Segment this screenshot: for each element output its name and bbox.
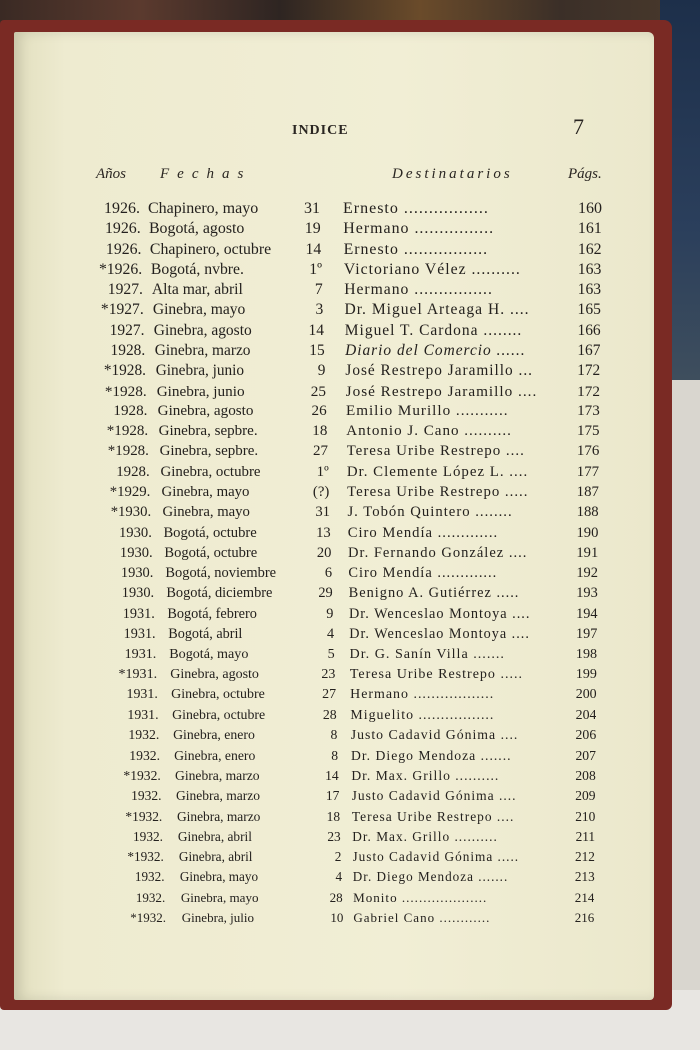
row-date: Ginebra, mayo xyxy=(152,301,246,319)
row-year: 1930. xyxy=(119,544,153,561)
row-year: 1926. xyxy=(105,240,142,258)
row-recipient: Dr. Diego Mendoza ....... xyxy=(352,869,509,885)
row-year: *1932. xyxy=(125,808,163,824)
row-day: 23 xyxy=(327,828,341,844)
index-row xyxy=(0,585,700,603)
row-date: Ginebra, marzo xyxy=(176,788,260,804)
row-page: 213 xyxy=(574,869,595,885)
row-year: 1926. xyxy=(104,220,141,238)
column-header-dates: Fechas xyxy=(160,166,252,182)
row-recipient: Ernesto ................. xyxy=(343,200,489,217)
index-row xyxy=(0,707,700,725)
index-row xyxy=(0,383,700,402)
row-page: 192 xyxy=(576,565,598,582)
row-page: 199 xyxy=(575,666,597,682)
row-recipient: Emilio Murillo ........... xyxy=(345,402,509,419)
index-row xyxy=(0,403,700,422)
row-year: 1931. xyxy=(122,605,155,622)
row-page: 188 xyxy=(576,504,599,521)
row-day: 19 xyxy=(304,220,321,238)
index-row xyxy=(0,504,700,523)
row-date: Bogotá, octubre xyxy=(163,524,257,541)
row-year: 1931. xyxy=(126,686,158,702)
row-recipient: Dr. G. Sanín Villa ....... xyxy=(349,646,505,663)
page-title: INDICE xyxy=(292,123,349,138)
row-date: Bogotá, noviembre xyxy=(165,565,277,582)
row-day: 17 xyxy=(325,788,340,804)
row-day: 4 xyxy=(326,626,335,642)
row-page: 163 xyxy=(577,260,602,278)
index-row xyxy=(0,829,700,846)
index-row xyxy=(0,646,700,664)
index-row xyxy=(0,768,700,786)
row-page: 173 xyxy=(577,402,600,419)
index-row xyxy=(0,748,700,766)
row-recipient: J. Tobón Quintero ........ xyxy=(347,504,513,521)
row-date: Bogotá, mayo xyxy=(169,646,249,663)
row-page: 191 xyxy=(576,544,599,561)
row-date: Ginebra, agosto xyxy=(153,321,252,339)
row-recipient: Dr. Wenceslao Montoya .... xyxy=(349,626,530,642)
row-day: 8 xyxy=(330,727,338,743)
index-row xyxy=(0,220,700,240)
row-year: 1932. xyxy=(133,828,164,844)
row-recipient: Justo Cadavid Gónima ..... xyxy=(352,849,520,865)
row-date: Chapinero, octubre xyxy=(149,240,272,258)
row-page: 194 xyxy=(576,605,598,622)
column-header-recipients: Destinatarios xyxy=(392,166,513,182)
row-day: 15 xyxy=(309,342,325,359)
row-year: *1932. xyxy=(127,849,164,865)
row-recipient: Dr. Wenceslao Montoya .... xyxy=(348,605,531,622)
index-row xyxy=(0,890,700,907)
row-page: 216 xyxy=(574,910,595,925)
row-recipient: Miguel T. Cardona ........ xyxy=(344,321,523,339)
row-year: 1932. xyxy=(135,889,166,905)
row-recipient: Benigno A. Gutiérrez ..... xyxy=(348,585,520,602)
row-date: Ginebra, mayo xyxy=(180,889,259,905)
row-recipient: Victoriano Vélez .......... xyxy=(343,260,521,278)
row-year: 1927. xyxy=(109,321,145,339)
index-row xyxy=(0,626,700,644)
row-recipient: Hermano ................ xyxy=(343,220,495,238)
row-date: Ginebra, agosto xyxy=(170,666,259,682)
row-year: 1931. xyxy=(124,646,157,663)
row-date: Ginebra, julio xyxy=(181,910,255,925)
row-date: Bogotá, febrero xyxy=(167,605,257,622)
row-day: 31 xyxy=(304,200,320,217)
row-year: *1931. xyxy=(118,666,158,682)
row-date: Ginebra, sepbre. xyxy=(158,423,258,440)
row-page: 190 xyxy=(576,524,599,541)
row-page: 212 xyxy=(574,849,595,865)
row-year: *1930. xyxy=(110,504,152,521)
row-date: Ginebra, octubre xyxy=(171,686,265,702)
index-row xyxy=(0,667,700,685)
row-date: Ginebra, marzo xyxy=(154,342,251,359)
row-year: *1932. xyxy=(123,768,161,783)
row-year: 1927. xyxy=(107,281,143,299)
row-year: *1928. xyxy=(104,382,147,400)
row-page: 160 xyxy=(578,200,602,217)
row-year: 1930. xyxy=(120,565,154,582)
row-day: 18 xyxy=(312,423,328,440)
row-year: 1932. xyxy=(131,788,162,804)
row-date: Ginebra, octubre xyxy=(160,463,261,480)
row-page: 172 xyxy=(577,382,600,400)
row-day: 2 xyxy=(334,849,342,865)
row-page: 176 xyxy=(576,443,600,460)
row-day: (?) xyxy=(312,484,330,500)
row-recipient: Dr. Max. Grillo .......... xyxy=(352,828,498,844)
row-year: *1932. xyxy=(130,910,166,925)
row-page: 187 xyxy=(576,484,599,500)
index-row xyxy=(0,687,700,705)
row-day: 9 xyxy=(317,362,326,380)
row-recipient: Ernesto ................. xyxy=(343,240,489,258)
row-recipient: Hermano .................. xyxy=(350,686,495,702)
row-page: 198 xyxy=(575,646,598,663)
row-date: Ginebra, octubre xyxy=(172,707,266,723)
row-year: 1931. xyxy=(123,626,156,642)
row-date: Ginebra, abril xyxy=(178,849,253,865)
row-day: 18 xyxy=(326,808,341,824)
row-page: 165 xyxy=(577,301,601,319)
index-row xyxy=(0,910,700,927)
row-day: 9 xyxy=(326,605,334,622)
row-page: 214 xyxy=(574,889,595,905)
row-page: 161 xyxy=(577,220,602,238)
index-row xyxy=(0,849,700,866)
index-row xyxy=(0,525,700,544)
index-row xyxy=(0,261,700,281)
row-date: Ginebra, mayo xyxy=(161,484,250,500)
row-date: Bogotá, diciembre xyxy=(166,585,273,602)
row-year: *1928. xyxy=(106,423,149,440)
row-page: 162 xyxy=(577,240,602,258)
row-recipient: Dr. Fernando González .... xyxy=(348,544,528,561)
index-row xyxy=(0,241,700,261)
row-date: Bogotá, abril xyxy=(168,626,243,642)
index-row xyxy=(0,322,700,341)
row-day: 14 xyxy=(325,768,339,783)
row-day: 28 xyxy=(329,889,343,905)
row-day: 6 xyxy=(324,565,333,582)
row-date: Ginebra, mayo xyxy=(179,869,259,885)
row-page: 197 xyxy=(576,626,598,642)
row-year: 1932. xyxy=(128,727,160,743)
row-day: 7 xyxy=(314,281,323,299)
row-day: 14 xyxy=(308,321,324,339)
row-year: 1928. xyxy=(110,342,146,359)
column-header-years: Años xyxy=(96,166,126,182)
row-recipient: Monito .................... xyxy=(353,889,488,905)
row-date: Bogotá, octubre xyxy=(164,544,258,561)
row-recipient: José Restrepo Jaramillo ... xyxy=(345,362,533,380)
index-row xyxy=(0,484,700,503)
row-day: 1º xyxy=(309,260,322,278)
row-page: 177 xyxy=(576,463,600,480)
row-page: 209 xyxy=(575,788,596,804)
row-day: 5 xyxy=(327,646,335,663)
row-day: 27 xyxy=(313,443,329,460)
page-number: 7 xyxy=(573,114,584,139)
row-recipient: Dr. Max. Grillo .......... xyxy=(351,768,500,783)
row-recipient: Justo Cadavid Gónima .... xyxy=(351,788,517,804)
row-recipient: Teresa Uribe Restrepo ..... xyxy=(347,484,529,500)
row-day: 31 xyxy=(315,504,331,521)
row-day: 8 xyxy=(331,747,339,763)
row-year: *1927. xyxy=(100,301,144,319)
row-year: 1930. xyxy=(119,524,152,541)
row-page: 210 xyxy=(575,808,596,824)
index-row xyxy=(0,869,700,886)
row-date: Bogotá, nvbre. xyxy=(150,260,244,278)
row-page: 204 xyxy=(575,707,597,723)
row-page: 211 xyxy=(575,828,596,844)
row-date: Ginebra, sepbre. xyxy=(159,443,259,460)
index-row xyxy=(0,443,700,462)
row-page: 175 xyxy=(576,423,600,440)
row-recipient: Dr. Clemente López L. .... xyxy=(346,463,529,480)
row-day: 25 xyxy=(310,382,327,400)
row-year: 1930. xyxy=(121,585,155,602)
index-row xyxy=(0,423,700,442)
row-year: 1928. xyxy=(116,463,150,480)
row-recipient: Teresa Uribe Restrepo .... xyxy=(346,443,525,460)
row-year: 1932. xyxy=(134,869,165,885)
row-date: Bogotá, agosto xyxy=(148,220,245,238)
row-page: 208 xyxy=(575,768,596,783)
row-page: 193 xyxy=(576,585,598,602)
index-row xyxy=(0,606,700,624)
index-row xyxy=(0,545,700,564)
row-recipient: Dr. Miguel Arteaga H. .... xyxy=(344,301,530,319)
row-date: Ginebra, marzo xyxy=(176,808,261,824)
row-date: Chapinero, mayo xyxy=(148,200,259,217)
row-year: *1926. xyxy=(98,260,143,278)
row-recipient: Justo Cadavid Gónima .... xyxy=(350,727,519,743)
index-row xyxy=(0,565,700,583)
row-date: Ginebra, mayo xyxy=(162,504,250,521)
row-day: 26 xyxy=(311,402,327,419)
row-day: 13 xyxy=(316,524,331,541)
column-header-pages: Págs. xyxy=(568,166,602,182)
row-day: 1º xyxy=(316,463,329,480)
index-row xyxy=(0,788,700,806)
row-day: 29 xyxy=(318,585,333,602)
row-recipient: Dr. Diego Mendoza ....... xyxy=(351,747,512,763)
row-day: 27 xyxy=(322,686,337,702)
row-recipient: Miguelito ................. xyxy=(350,707,495,723)
row-day: 14 xyxy=(305,240,322,258)
index-row xyxy=(0,464,700,483)
row-day: 10 xyxy=(330,910,344,925)
row-recipient: Ciro Mendía ............. xyxy=(348,565,498,582)
row-year: 1932. xyxy=(129,747,161,763)
row-page: 207 xyxy=(575,747,596,763)
row-year: *1928. xyxy=(107,443,149,460)
row-year: 1928. xyxy=(113,402,148,419)
row-page: 200 xyxy=(575,686,597,702)
row-recipient: Ciro Mendía ............. xyxy=(347,524,499,541)
index-row xyxy=(0,301,700,321)
row-day: 4 xyxy=(335,869,343,885)
row-recipient: Teresa Uribe Restrepo ..... xyxy=(349,666,523,682)
row-date: Ginebra, enero xyxy=(174,747,256,763)
row-date: Ginebra, agosto xyxy=(157,402,254,419)
index-row xyxy=(0,200,700,220)
row-date: Ginebra, enero xyxy=(173,727,255,743)
index-row xyxy=(0,281,700,301)
index-row xyxy=(0,342,700,361)
row-page: 163 xyxy=(577,281,602,299)
row-day: 28 xyxy=(322,707,337,723)
row-day: 20 xyxy=(316,544,332,561)
row-page: 167 xyxy=(577,342,601,359)
index-row xyxy=(0,362,700,381)
row-day: 3 xyxy=(315,301,324,319)
row-recipient: Diario del Comercio ...... xyxy=(345,342,526,359)
row-page: 166 xyxy=(577,321,601,339)
row-recipient: Antonio J. Cano .......... xyxy=(346,423,512,440)
index-row xyxy=(0,809,700,826)
row-year: *1929. xyxy=(109,484,151,500)
row-page: 172 xyxy=(577,362,601,380)
row-date: Ginebra, junio xyxy=(155,362,245,380)
row-year: 1926. xyxy=(104,200,140,217)
row-year: *1928. xyxy=(103,362,146,380)
row-date: Ginebra, abril xyxy=(177,828,252,844)
row-date: Alta mar, abril xyxy=(151,281,243,299)
row-date: Ginebra, marzo xyxy=(175,768,260,783)
row-date: Ginebra, junio xyxy=(156,382,245,400)
row-page: 206 xyxy=(575,727,597,743)
row-recipient: Gabriel Cano ............ xyxy=(353,910,491,925)
row-recipient: José Restrepo Jaramillo .... xyxy=(345,382,538,400)
index-row xyxy=(0,727,700,745)
row-recipient: Hermano ................ xyxy=(344,281,493,299)
row-day: 23 xyxy=(321,666,336,682)
row-recipient: Teresa Uribe Restrepo .... xyxy=(351,808,515,824)
row-year: 1931. xyxy=(127,707,159,723)
